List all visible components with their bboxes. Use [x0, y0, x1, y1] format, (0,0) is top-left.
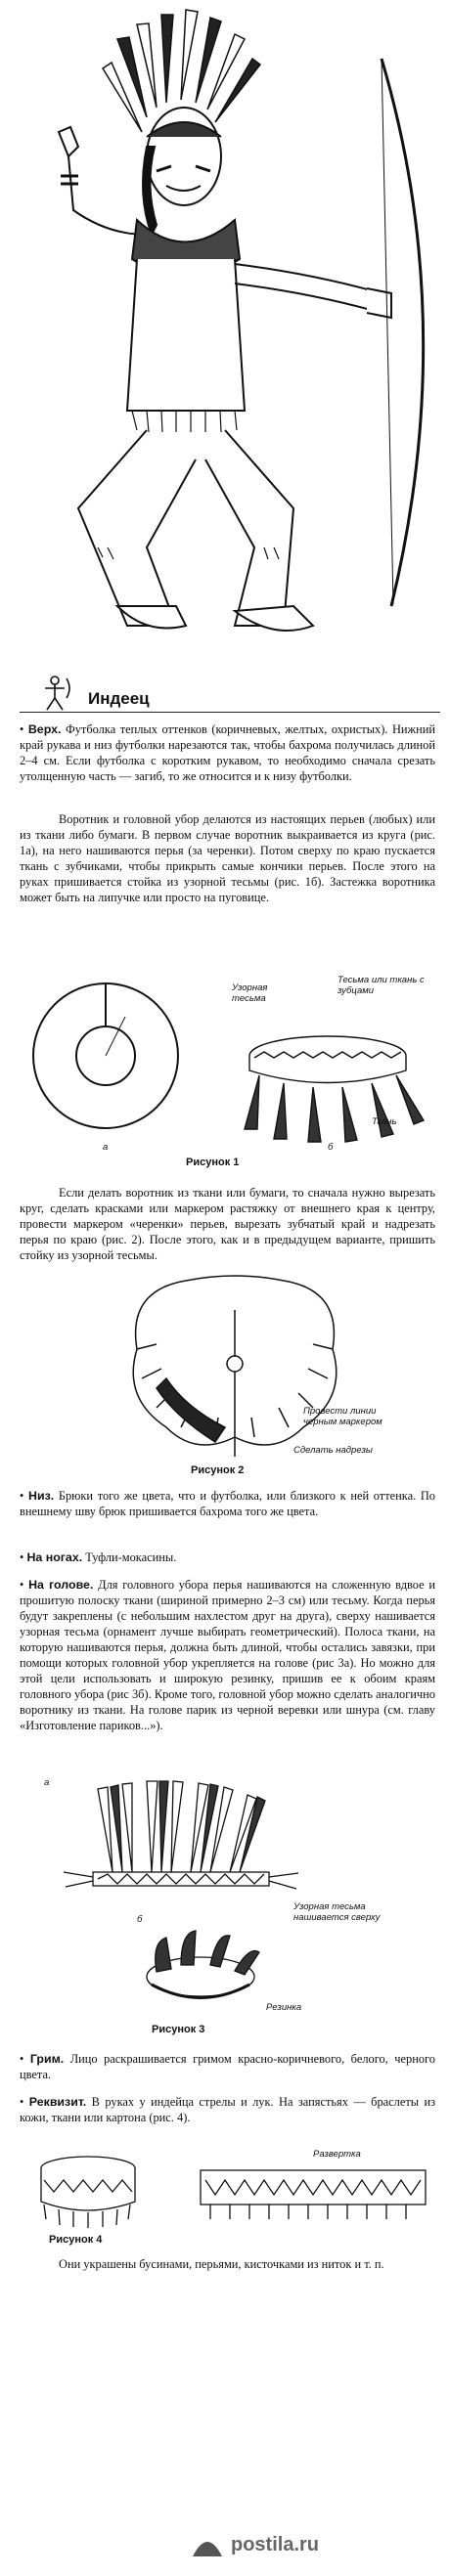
fig3-label-a: а	[44, 1777, 50, 1788]
bottom-text: Брюки того же цвета, что и футболка, или близкого к ней оттенка. По внешнему шву брюк пришивается бахрома того же цвета.	[20, 1489, 435, 1518]
fig2-label-lines: Провести линии черным маркером	[303, 1406, 382, 1427]
paragraph-paper: Если делать воротник из ткани или бумаги, то сначала нужно вырезать круг, сделать красками или маркером растяжку от внешнего края к центру, провести маркером «черенки» перьев, вырезать зубчатый край и надрезать перья по краю (рис. 2). После этого, как и в предыдущем варианте, пришить стойку из узорной тесьмы.	[20, 1186, 435, 1262]
props-text: В руках у индейца стрелы и лук. На запястьях — браслеты из кожи, ткани или картона (рис. 4).	[20, 2095, 436, 2124]
figure-2-caption: Рисунок 2	[191, 1464, 245, 1476]
fig3-label-elastic: Резинка	[266, 2002, 302, 2013]
fig1-label-b: б	[328, 1142, 334, 1153]
watermark-logo	[188, 2532, 227, 2561]
figure-3-headband-b	[127, 1928, 274, 2016]
bottom-label: Низ.	[28, 1489, 55, 1503]
section-rule	[20, 712, 440, 713]
paragraph-feet: • На ногах. Туфли-мокасины.	[20, 1550, 177, 1564]
makeup-label: Грим.	[29, 2052, 65, 2066]
figure-1-caption: Рисунок 1	[186, 1157, 240, 1168]
paragraph-top: • Верх. Футболка теплых оттенков (коричневых, желтых, охристых). Нижний край рукава и низ футболки нарезаются так, чтобы бахрома получилась длиной 2–4 см. Если футболка с коротким рукавом, то необходимо сначала срезать утолщенную часть — загиб, то же относится и к низу футболки.	[20, 722, 435, 783]
figure-3-headband-a	[54, 1779, 347, 1897]
fig1-label-fabric: Ткань	[372, 1116, 397, 1127]
paragraph-ending: Они украшены бусинами, перьями, кисточками из ниток и т. п.	[59, 2257, 384, 2271]
fig1-label-tape: Узорная тесьма	[232, 982, 268, 1004]
paragraph-head: • На голове. Для головного убора перья нашиваются на сложенную вдвое и прошитую полоску ткани (шириной примерно 2–3 см) или тесьму. Когда перья будут закреплены (с небольшим нахлестом друг на друга), сверху нашивается узорная тесьма (орнамент лучше выбирать геометрический). Полоса ткани, на которую нашиваются перья, должна быть длиной, чтобы остались завязки, при помощи которых головной убор укрепляется на голове (рис 3а). Но можно для этой цели использовать и широкую резинку, пришив ее к обоим краям головного убора (рис 3б). Кроме того, головной убор можно сделать аналогично воротнику из ткани. На голове парик из черной веревки или шнура (см. главу «Изготовление париков...»).	[20, 1578, 435, 1732]
figure-4-caption: Рисунок 4	[49, 2234, 103, 2246]
feet-label: На ногах.	[26, 1550, 83, 1564]
section-title: Индеец	[88, 689, 150, 708]
paragraph-collar: Воротник и головной убор делаются из настоящих перьев (любых) или из ткани либо бумаги. В первом случае воротник выкраивается из круга (рис. 1а), на него нашиваются перья (за черенки). Потом сверху по краю пускается ткань с зубчиками, чтобы прикрыть самые кончики перьев. После этого на руках пришивается стойка из узорной тесьмы (рис. 1б). Застежка воротника может быть на липучке или просто на пуговице.	[20, 812, 435, 904]
paragraph-props: • Реквизит. В руках у индейца стрелы и лук. На запястьях — браслеты из кожи, ткани или картона (рис. 4).	[20, 2095, 436, 2124]
head-label: На голове.	[28, 1578, 94, 1592]
fig4-label-unfold: Развертка	[313, 2149, 361, 2160]
watermark-text: postila.ru	[231, 2534, 320, 2555]
fig2-label-cuts: Сделать надрезы	[293, 1445, 373, 1456]
head-text: Для головного убора перья нашиваются на сложенную вдвое и прошитую полоску ткани (шириной примерно 2–3 см) или тесьму. Когда перья будут закреплены (с небольшим нахлестом друг на друга), сверху нашивается узорная тесьма (орнамент лучше выбирать геометрический). Полоса ткани, на которую нашиваются перья, должна быть длиной, чтобы остались завязки, при помощи которых головной убор укрепляется на голове (рис 3а). Но можно для этой цели использовать и широкую резинку, пришив ее к обоим краям головного убора (рис 3б). Кроме того, головной убор можно сделать аналогично воротнику из ткани. На голове парик из черной веревки или шнура (см. главу «Изготовление париков...»).	[20, 1578, 435, 1732]
top-text: Футболка теплых оттенков (коричневых, желтых, охристых). Нижний край рукава и низ футболки нарезаются так, чтобы бахрома получилась длиной 2–4 см. Если футболка с коротким рукавом, то необходимо сначала срезать утолщенную часть — загиб, то же относится и к низу футболки.	[20, 722, 435, 783]
fig1-label-a: а	[103, 1142, 109, 1153]
figure-3-caption: Рисунок 3	[152, 2024, 205, 2035]
figure-1-collar-circle	[27, 978, 184, 1134]
makeup-text: Лицо раскрашивается гримом красно-коричневого, белого, черного цвета.	[20, 2052, 435, 2081]
fig3-label-tape: Узорная тесьма нашивается сверху	[293, 1901, 381, 1923]
feet-text: Туфли-мокасины.	[82, 1550, 177, 1564]
paragraph-makeup: • Грим. Лицо раскрашивается гримом красно-коричневого, белого, черного цвета.	[20, 2052, 435, 2081]
figure-4-unfold	[196, 2165, 430, 2224]
fig3-label-b: б	[137, 1914, 143, 1925]
archer-icon	[37, 675, 72, 714]
fig1-label-cloth: Тесьма или ткань с зубцами	[338, 975, 425, 996]
indian-archer-illustration	[0, 0, 450, 645]
figure-4-bracelet	[34, 2151, 142, 2229]
paragraph-bottom: • Низ. Брюки того же цвета, что и футболка, или близкого к ней оттенка. По внешнему шву брюк пришивается бахрома того же цвета.	[20, 1489, 435, 1518]
figure-2-paper-collar	[117, 1271, 352, 1466]
top-label: Верх.	[27, 722, 62, 736]
props-label: Реквизит.	[28, 2095, 87, 2109]
